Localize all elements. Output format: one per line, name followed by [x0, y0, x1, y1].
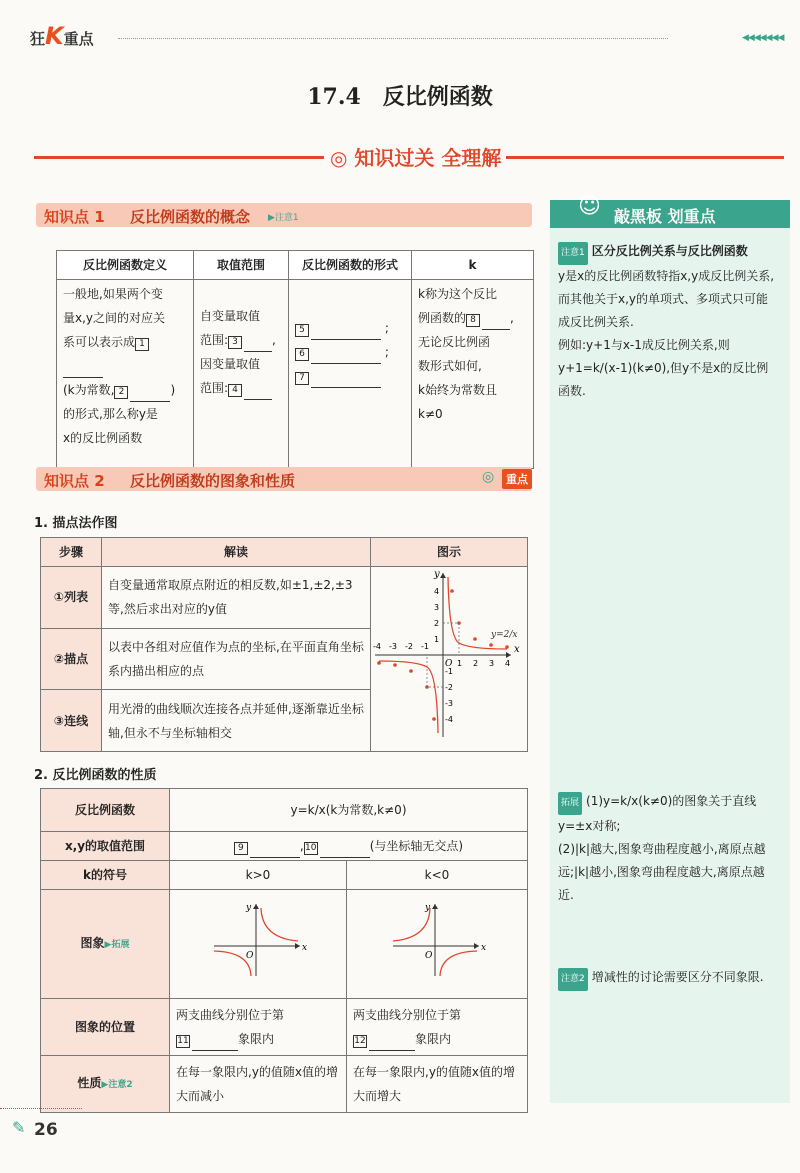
page-number: 26	[34, 1120, 58, 1140]
svg-text:O: O	[425, 951, 433, 961]
kp1-header: 知识点 1 反比例函数的概念 ▶注意1	[36, 203, 532, 227]
form-cell: 5 ; 6 ; 7	[289, 280, 412, 469]
graph-k-negative	[387, 900, 487, 980]
svg-text:4: 4	[505, 659, 511, 668]
page-icon: ✎	[12, 1118, 26, 1137]
blank-6[interactable]	[311, 349, 381, 364]
svg-text:3: 3	[434, 603, 440, 612]
col-header-k: k	[412, 251, 534, 280]
table-row: ①列表 自变量通常取原点附近的相反数,如±1,±2,±3等,然后求出对应的y值 x y O y=2/x -4 -3 -2 -1 1 2 3 4 4 3 2 1 -1 -2 -3 -4	[41, 567, 528, 629]
svg-text:-3: -3	[445, 699, 453, 708]
blank-3[interactable]	[244, 337, 272, 352]
blank-8[interactable]	[482, 315, 510, 330]
svg-text:3: 3	[489, 659, 495, 668]
svg-text:1: 1	[457, 659, 463, 668]
graph-k-positive	[208, 900, 308, 980]
svg-text:-2: -2	[405, 642, 413, 651]
blank-7[interactable]	[311, 373, 381, 388]
concept-table	[56, 250, 534, 469]
sidebar-header: ☺ 敲黑板 划重点	[550, 200, 790, 228]
page-title: 17.4 反比例函数	[307, 84, 493, 110]
extend-link[interactable]: ▶拓展	[104, 940, 130, 950]
sidebar-extend: 拓展 (1)y=k/x(k≠0)的图象关于直线y=±x对称; (2)|k|越大,图象弯曲程度越小,离原点越远;|k|越小,图象弯曲程度越大,离原点越近.	[558, 794, 766, 902]
col-header-form: 反比例函数的形式	[289, 251, 412, 280]
svg-text:y=2/x: y=2/x	[491, 630, 518, 640]
function-formula: y=k/x(k为常数,k≠0)	[170, 789, 528, 832]
section-banner: ◎ 知识过关 全理解	[330, 146, 502, 170]
table-row: ②描点 以表中各组对应值作为点的坐标,在平面直角坐标系内描出相应的点	[41, 628, 528, 690]
hyperbola-graph	[371, 567, 521, 743]
graph-cell	[371, 567, 528, 752]
k-cell: k称为这个反比 例函数的 8 , 无论反比例函 数形式如何, k始终为常数且 k≠0	[412, 280, 534, 469]
col-header-range: 取值范围	[194, 251, 289, 280]
blank-9[interactable]	[250, 843, 300, 858]
header-rule	[118, 38, 668, 39]
kp2-header: 知识点 2 反比例函数的图象和性质 ◎ 重点	[36, 467, 532, 491]
blank-10[interactable]	[320, 843, 370, 858]
table-row: ③连线 用光滑的曲线顺次连接各点并延伸,逐渐靠近坐标轴,但永不与坐标轴相交	[41, 690, 528, 752]
svg-text:-2: -2	[445, 683, 453, 692]
svg-text:x: x	[481, 943, 487, 953]
col-header-explain: 解读	[102, 538, 371, 567]
properties-table: 反比例函数 y=k/x(k为常数,k≠0) x,y的取值范围 9 ,10 (与坐标轴无交点) k的符号 k>0 k<0 图象▶拓展 x y O x y O 图象的位置 两支曲线分别位于第 11 象限内 两支曲线分别位于第 12 象限内 性质▶注意2 在每一象限内,y的值随x值的增大而减小 在每一象限内,y的值随x值的增大而增大	[40, 788, 528, 1113]
col-header-def: 反比例函数定义	[57, 251, 194, 280]
sidebar-note-2: 注意2 增减性的讨论需要区分不同象限.	[558, 966, 780, 991]
brand-logo: 狂K重点	[30, 22, 94, 50]
blank-2[interactable]	[130, 387, 170, 402]
svg-text:y: y	[434, 569, 440, 580]
footer-rule	[0, 1108, 82, 1109]
col-header-figure: 图示	[371, 538, 528, 567]
banner-rule-right	[506, 156, 784, 159]
blank-4[interactable]	[244, 385, 272, 400]
blank-1[interactable]	[63, 363, 103, 378]
definition-cell: 一般地,如果两个变 量x,y之间的对应关 系可以表示成 1 (k为常数, 2 ) 的形式,那么称y是 x的反比例函数	[57, 280, 194, 469]
col-header-step: 步骤	[41, 538, 102, 567]
plotting-table	[40, 537, 528, 752]
section-1-heading: 1. 描点法作图	[34, 516, 118, 531]
header-arrows-icon: ◀◀◀◀◀◀◀	[742, 33, 784, 43]
target-icon: ◎	[482, 469, 495, 485]
svg-text:-1: -1	[445, 667, 453, 676]
range-cell: 自变量取值 范围: 3 , 因变量取值 范围: 4	[194, 280, 289, 469]
sidebar-note-1: 注意1 区分反比例关系与反比例函数 y是x的反比例函数特指x,y成反比例关系,而其他关于x,y的单项式、多项式只可能成反比例关系. 例如:y+1与x-1成反比例关系,则y+1=k/(x-1)(k≠0),但y不是x的反比例函数.	[558, 244, 775, 398]
teacher-icon: ☺	[578, 194, 601, 219]
svg-text:2: 2	[473, 659, 479, 668]
banner-rule-left	[34, 156, 324, 159]
section-2-heading: 2. 反比例函数的性质	[34, 768, 157, 783]
svg-text:y: y	[246, 903, 252, 913]
blank-5[interactable]	[311, 325, 381, 340]
spiral-icon: ◎	[330, 146, 348, 170]
note1-link[interactable]: ▶注意1	[268, 213, 299, 223]
svg-text:x: x	[514, 644, 520, 655]
svg-text:O: O	[246, 951, 254, 961]
svg-text:1: 1	[434, 635, 440, 644]
svg-text:-1: -1	[421, 642, 429, 651]
svg-text:2: 2	[434, 619, 440, 628]
svg-text:y: y	[425, 903, 431, 913]
key-badge: 重点	[502, 469, 532, 489]
blank-12[interactable]	[369, 1036, 415, 1051]
svg-text:4: 4	[434, 587, 440, 596]
svg-text:-4: -4	[445, 715, 453, 724]
svg-text:x: x	[302, 943, 308, 953]
svg-text:-3: -3	[389, 642, 397, 651]
svg-text:-4: -4	[373, 642, 381, 651]
note2-link[interactable]: ▶注意2	[101, 1080, 133, 1090]
blank-11[interactable]	[192, 1036, 238, 1051]
svg-text:O: O	[445, 659, 453, 669]
